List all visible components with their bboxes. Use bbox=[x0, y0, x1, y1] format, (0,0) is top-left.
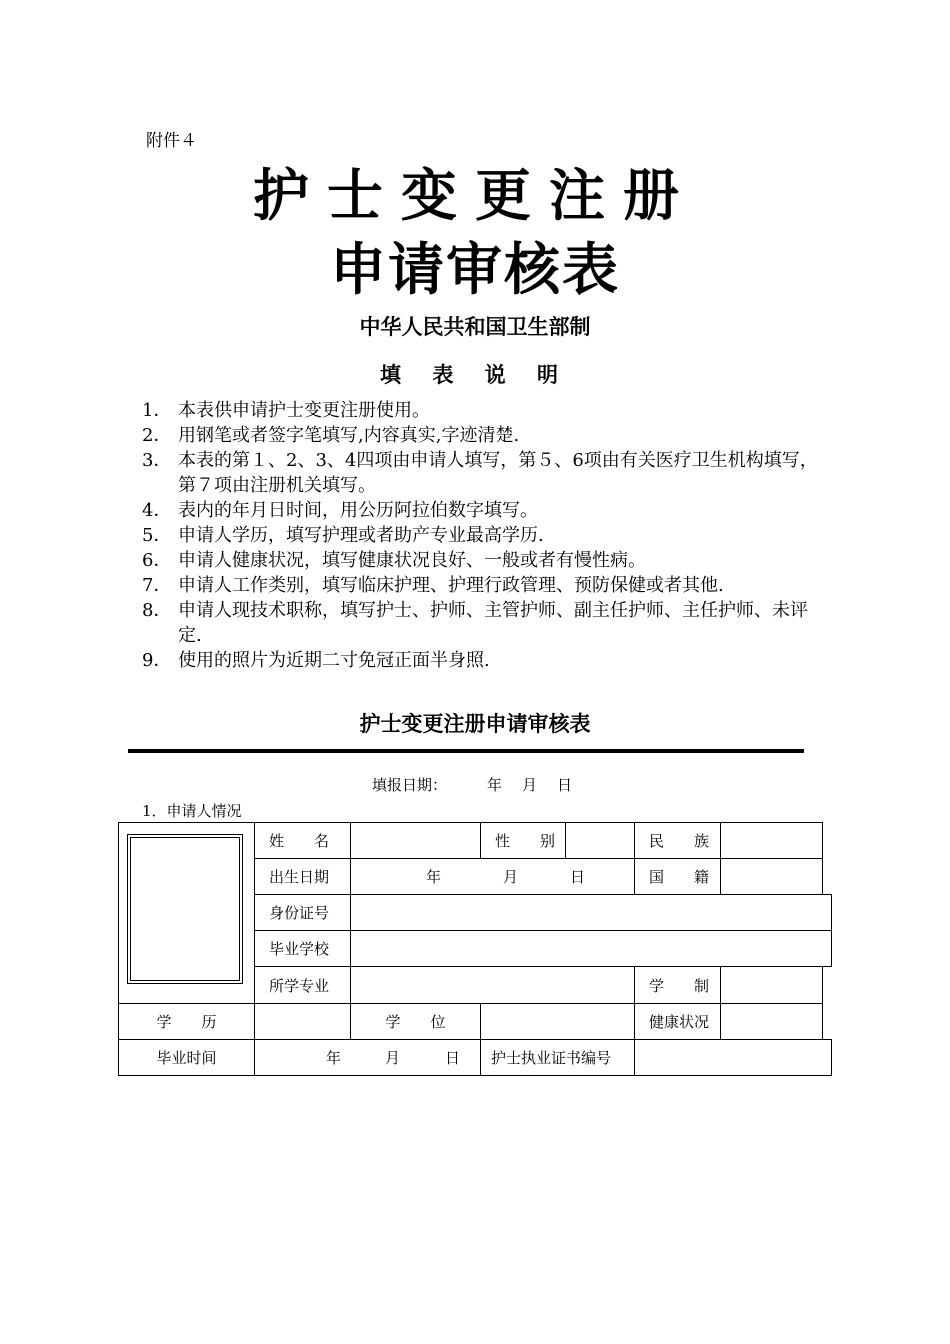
form-title: 护士变更注册申请审核表 bbox=[359, 712, 591, 736]
instruction-item: 4． 表内的年月日时间，用公历阿拉伯数字填写。 bbox=[142, 500, 538, 521]
instruction-item: 1． 本表供申请护士变更注册使用。 bbox=[142, 400, 430, 421]
graduation-month: 月 bbox=[385, 1049, 401, 1067]
instructions-title: 填 表 说 明 bbox=[380, 363, 570, 387]
license-number-field[interactable] bbox=[634, 1039, 832, 1076]
birth-year: 年 bbox=[426, 868, 442, 886]
instruction-item: 7． 申请人工作类别，填写临床护理、护理行政管理、预防保健或者其他. bbox=[142, 575, 724, 596]
nationality-field[interactable] bbox=[720, 858, 823, 895]
photo-frame bbox=[127, 834, 243, 984]
schooling-years-field[interactable] bbox=[720, 966, 823, 1004]
ethnicity-field[interactable] bbox=[720, 822, 823, 859]
instruction-item: 5． 申请人学历，填写护理或者助产专业最高学历. bbox=[142, 525, 544, 546]
instruction-item: 9． 使用的照片为近期二寸免冠正面半身照. bbox=[142, 650, 490, 671]
gender-field[interactable] bbox=[565, 822, 635, 859]
fill-date bbox=[372, 774, 572, 795]
license-number-label: 护士执业证书编号 bbox=[480, 1039, 635, 1076]
fill-date-day: 日 bbox=[557, 776, 573, 794]
fill-date-month: 月 bbox=[522, 776, 538, 794]
instruction-item: 8． 申请人现技术职称，填写护士、护师、主管护师、副主任护师、主任护师、未评定. bbox=[142, 600, 808, 646]
birth-date-label: 出生日期 bbox=[254, 858, 351, 895]
education-label: 学 历 bbox=[118, 1003, 255, 1040]
nationality-label: 国 籍 bbox=[634, 858, 721, 895]
birth-month: 月 bbox=[503, 868, 519, 886]
id-number-label: 身份证号 bbox=[254, 894, 351, 931]
issuer: 中华人民共和国卫生部制 bbox=[359, 315, 591, 339]
page-title-line2: 申请审核表 bbox=[330, 238, 620, 303]
health-label: 健康状况 bbox=[634, 1003, 721, 1040]
major-label: 所学专业 bbox=[254, 966, 351, 1004]
instruction-item: 3． 本表的第１、2、3、4四项由申请人填写，第５、6项由有关医疗卫生机构填写，第７项由注册机关填写。 bbox=[142, 450, 818, 496]
id-number-field[interactable] bbox=[350, 894, 832, 931]
ethnicity-label: 民 族 bbox=[634, 822, 721, 859]
school-field[interactable] bbox=[350, 930, 832, 967]
gender-label: 性 别 bbox=[480, 822, 566, 859]
name-field[interactable] bbox=[350, 822, 481, 859]
education-field[interactable] bbox=[254, 1003, 351, 1040]
title-rule bbox=[128, 749, 804, 753]
attachment-label: 附件４ bbox=[146, 131, 197, 151]
health-field[interactable] bbox=[720, 1003, 823, 1040]
section-heading: 1．申请人情况 bbox=[142, 802, 242, 820]
graduation-day: 日 bbox=[445, 1049, 461, 1067]
major-field[interactable] bbox=[350, 966, 635, 1004]
instruction-item: 2． 用钢笔或者签字笔填写,内容真实,字迹清楚. bbox=[142, 425, 520, 446]
birth-date-field[interactable] bbox=[350, 858, 635, 895]
birth-day: 日 bbox=[570, 868, 586, 886]
school-label: 毕业学校 bbox=[254, 930, 351, 967]
degree-label: 学 位 bbox=[350, 1003, 481, 1040]
graduation-time-field[interactable] bbox=[254, 1039, 481, 1076]
graduation-time-label: 毕业时间 bbox=[118, 1039, 255, 1076]
schooling-years-label: 学 制 bbox=[634, 966, 721, 1004]
page-title-line1: 护士变更注册 bbox=[253, 164, 697, 229]
graduation-year: 年 bbox=[326, 1049, 342, 1067]
instructions-list bbox=[142, 398, 822, 673]
name-label: 姓 名 bbox=[254, 822, 351, 859]
fill-date-label: 填报日期： bbox=[372, 776, 448, 794]
degree-field[interactable] bbox=[480, 1003, 635, 1040]
fill-date-year: 年 bbox=[487, 776, 503, 794]
instruction-item: 6． 申请人健康状况，填写健康状况良好、一般或者有慢性病。 bbox=[142, 550, 646, 571]
photo-placeholder bbox=[130, 837, 240, 981]
